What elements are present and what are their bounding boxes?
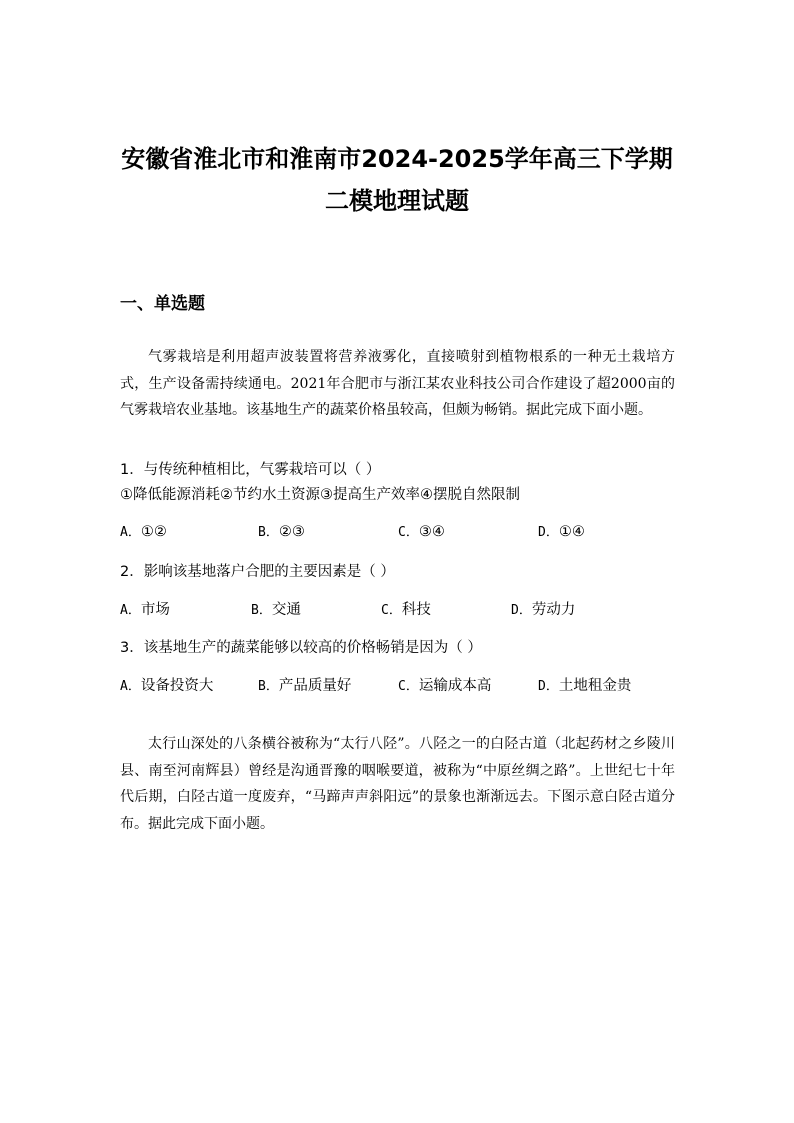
- option-d[interactable]: [511, 600, 575, 621]
- question-2-stem: 2．影响该基地落户合肥的主要因素是（ ）: [120, 564, 395, 580]
- option-a[interactable]: [120, 676, 213, 697]
- option-label: B．: [258, 525, 279, 540]
- page-title: [0, 138, 794, 222]
- option-text: ①②: [140, 524, 167, 540]
- title-line-1: 安徽省淮北市和淮南市2024-2025学年高三下学期: [121, 145, 673, 173]
- option-label: A．: [120, 679, 141, 694]
- option-c[interactable]: [398, 676, 491, 697]
- option-c[interactable]: [398, 522, 445, 543]
- option-d[interactable]: [538, 676, 631, 697]
- option-label: B．: [251, 603, 272, 618]
- option-text: 科技: [401, 602, 431, 618]
- option-label: B．: [258, 679, 279, 694]
- option-label: C．: [381, 603, 402, 618]
- option-text: 交通: [271, 602, 301, 618]
- option-text: 设备投资大: [140, 678, 214, 694]
- option-text: ②③: [278, 524, 305, 540]
- question-3-stem: 3．该基地生产的蔬菜能够以较高的价格畅销是因为（ ）: [120, 640, 482, 656]
- option-label: A．: [120, 603, 141, 618]
- option-label: C．: [398, 525, 419, 540]
- option-text: ①④: [558, 524, 585, 540]
- option-b[interactable]: [258, 522, 305, 543]
- option-text: 产品质量好: [278, 678, 352, 694]
- option-b[interactable]: [251, 600, 301, 621]
- option-text: 运输成本高: [418, 678, 492, 694]
- option-d[interactable]: [538, 522, 585, 543]
- title-line-2: 二模地理试题: [325, 187, 469, 215]
- option-text: ③④: [418, 524, 445, 540]
- option-label: A．: [120, 525, 141, 540]
- option-label: D．: [538, 525, 559, 540]
- option-a[interactable]: [120, 522, 167, 543]
- passage-baixing-road: 太行山深处的八条横谷被称为“太行八陉”。八陉之一的白陉古道（北起药材之乡陵川县、南至河南辉县）曾经是沟通晋豫的咽喉要道，被称为“中原丝绸之路”。上世纪七十年代后期，白陉古道一度废弃，“马蹄声声斜阳远”的景象也渐渐远去。下图示意白陉古道分布。据此完成下面小题。: [120, 736, 675, 832]
- option-b[interactable]: [258, 676, 351, 697]
- option-text: 市场: [140, 602, 170, 618]
- option-c[interactable]: [381, 600, 431, 621]
- question-1-stem: 1．与传统种植相比，气雾栽培可以（ ）: [120, 462, 381, 478]
- option-label: C．: [398, 679, 419, 694]
- option-a[interactable]: [120, 600, 170, 621]
- question-1-statements: ①降低能源消耗②节约水土资源③提高生产效率④摆脱自然限制: [120, 487, 520, 503]
- passage-aeroponics: 气雾栽培是利用超声波装置将营养液雾化，直接喷射到植物根系的一种无土栽培方式，生产设备需持续通电。2021年合肥市与浙江某农业科技公司合作建设了超2000亩的气雾栽培农业基地。该基地生产的蔬菜价格虽较高，但颇为畅销。据此完成下面小题。: [120, 349, 675, 418]
- section-heading: 一、单选题: [120, 294, 205, 314]
- option-label: D．: [538, 679, 559, 694]
- option-label: D．: [511, 603, 532, 618]
- option-text: 土地租金贵: [558, 678, 632, 694]
- option-text: 劳动力: [531, 602, 576, 618]
